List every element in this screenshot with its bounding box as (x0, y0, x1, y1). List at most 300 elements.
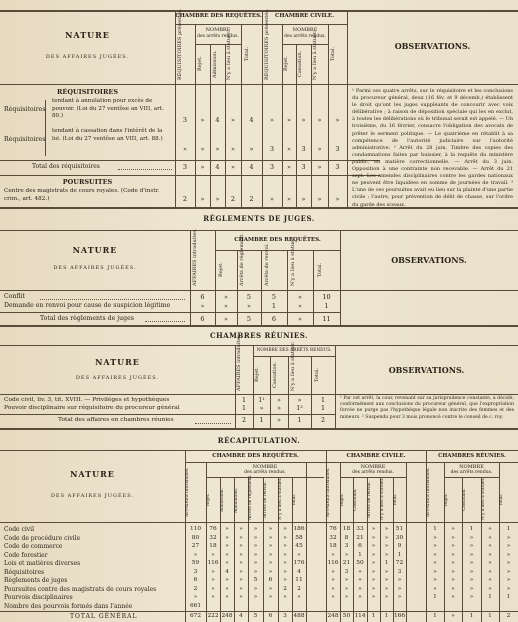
recap-cell: 248 (327, 613, 339, 619)
poursuites-title: POURSUITES (62, 178, 113, 186)
recap-cell: » (253, 534, 258, 541)
recap-cell: » (506, 534, 511, 541)
s1-cell: » (287, 116, 291, 124)
col-admission: Admission. (212, 50, 218, 78)
chamber-civile-heading: CHAMBRE CIVILE. (274, 13, 335, 19)
recap-cell: » (488, 526, 492, 532)
recap-cell: » (283, 568, 287, 575)
recap-cell: 166 (393, 613, 406, 619)
recap-cell: 3 (283, 613, 287, 619)
recap-col-header: Cassation. (462, 488, 467, 512)
s1-cell: » (231, 116, 235, 124)
requisitoires-title: RÉQUISITOIRES (56, 88, 119, 96)
recap-cell: 1 (488, 613, 492, 619)
recap-cell: 2 (506, 613, 511, 619)
s1-cell: » (200, 195, 205, 203)
chambres-reunies-heading-4: CHAMBRES RÉUNIES. (438, 453, 506, 459)
recap-cell: » (268, 560, 273, 566)
recap-cell: 50 (342, 613, 351, 619)
recap-cell: 18 (329, 543, 337, 549)
recap-cell: » (193, 551, 198, 558)
recap-cell: » (225, 551, 229, 558)
recap-cell: 1 (433, 594, 437, 600)
col-arrets-reglement: Arrêts de règlement. (239, 233, 245, 286)
recap-cell: » (253, 568, 258, 575)
recap-cell: » (506, 551, 511, 558)
recap-row-label: Code civil (4, 526, 35, 533)
col-arrets-renvoi: Arrêts de renvoi. (264, 243, 270, 286)
recap-cell: » (344, 577, 349, 583)
recap-cell: » (239, 560, 243, 566)
recap-row-label: Règlements de juges (4, 577, 68, 584)
recap-cell: 110 (189, 526, 202, 532)
s1-cell: » (335, 116, 340, 124)
nature-heading: NATURE (65, 30, 110, 40)
col-cassation-3: Cassation. (272, 361, 278, 389)
recap-cell: » (253, 594, 258, 600)
recap-cell: » (225, 526, 229, 532)
requisitoires-label: Réquisitoires (4, 106, 46, 113)
s3-cell: 1 (320, 405, 325, 412)
recap-cell: » (433, 585, 437, 592)
s3-cell: » (259, 405, 264, 412)
reglements-title: RÈGLEMENTS DE JUGES. (203, 214, 315, 223)
recap-cell: » (433, 543, 437, 549)
nombre-sublabel-4-reu: des arrêts rendus. (450, 470, 493, 475)
recap-cell: » (469, 543, 474, 549)
recap-cell: » (297, 551, 301, 558)
recap-cell: » (283, 526, 287, 532)
s1-cell: » (270, 116, 274, 124)
s2-cell: 5 (271, 293, 277, 301)
recap-cell: 116 (327, 560, 339, 566)
col-nya-3: N'y a lieu à statuer. (290, 341, 296, 391)
recap-cell: 45 (295, 543, 303, 549)
recap-col-header: AFFAIRES introduites. (185, 467, 190, 518)
recap-cell: 18 (209, 543, 217, 549)
recap-cell: 1 (433, 613, 437, 619)
col-total: Total. (244, 46, 250, 62)
recap-cell: 1 (371, 613, 376, 619)
recap-cell: » (488, 577, 492, 583)
recap-cell: 9 (397, 543, 402, 549)
s3-cell: 1² (296, 405, 303, 412)
nombre-label-4: NOMBRE (252, 464, 278, 470)
s1-cell: » (287, 195, 291, 203)
s1-cell: 4 (249, 163, 254, 171)
recap-cell: 176 (293, 560, 305, 566)
recap-cell: » (253, 560, 258, 566)
nombre-label-4-reu: NOMBRE (459, 464, 484, 470)
recap-cell: 2 (193, 585, 198, 592)
observations-text-3: ¹ Par cet arrêt, la cour, revenant sur sa jurisprudence constante, a décidé, conformément aux conclusions du procureur général, que l'expropriation forcée ne purge pas l'hypothèque légale non inscrite des femmes et des mineurs. ² Suspendu pour 3 mois prononcé contre le conseil de c. roy. (340, 396, 514, 420)
recap-cell: » (451, 594, 455, 600)
observations-text: ¹ Parmi ces quatre arrêts, sur le réquisitoire et les conclusions du procureur général, deux (16 fév. et 9 décemb.) établissent le droit qu'ont les juges suppléants de concourir avec voix délibérative ; à raison de déposition spéciale qui les en exclut, à toutes les délibérations où le tribunal serait est appelé. — Un troisième, du 16 février, consacre l'obligation des avocats de prêter le serment politique. — Le quatrième en rétablit à sa compétence de l'autorité judiciaire sur l'autorité administrative. ² Arrêt du 28 juin. Timbre des copies des condamnations faites par huissier, à la requête du ministère public, en matière correctionnelle. — Arrêt du 3 juin. Opposition à une contrainte non recevable. — Arrêt du 21 sept. Les amendes disciplinaires contre les gardes nationaux ne peuvent être liquidées en somme de journées de travail. ³ L'une de ces poursuites avait eu lieu sur la plainte d'une partie civile ; l'autre, pour prévention de délit de chasse, sur l'ordre du garde des sceaux. (352, 88, 513, 208)
s1-cell: 3 (301, 145, 306, 153)
s3-cell: 1 (259, 417, 264, 424)
recap-col-header: Rejet. (206, 493, 211, 507)
recap-cell: 72 (395, 560, 404, 566)
recap-cell: » (397, 585, 402, 592)
s2-cell: 1 (324, 302, 329, 310)
recap-cell: » (469, 568, 474, 575)
recap-row-label: Code de commerce (4, 543, 63, 550)
recap-cell: » (469, 551, 474, 558)
s1-cell: 2 (249, 195, 254, 203)
s1-cell: » (317, 163, 322, 171)
s2-cell: » (298, 302, 302, 310)
recap-cell: 76 (209, 526, 217, 532)
reunies-row-disciplinaire: Pouvoir disciplinaire sur réquisitoire du procureur général (4, 405, 180, 411)
recap-cell: » (506, 568, 511, 575)
recap-cell: » (225, 577, 229, 583)
recap-cell: » (331, 577, 335, 583)
recap-cell: 6 (358, 543, 362, 549)
recap-cell: » (211, 585, 215, 592)
recap-cell: 11 (295, 577, 303, 583)
chamber-requetes-heading: CHAMBRE DES REQUÊTES. (175, 13, 262, 19)
col-total-civ: Total. (330, 46, 336, 62)
nature-subheading: DES AFFAIRES JUGÉES. (45, 54, 130, 60)
recap-cell: » (253, 585, 258, 592)
s1-cell: 3 (269, 145, 275, 153)
recap-cell: » (451, 585, 455, 592)
recap-cell: 1 (384, 613, 389, 619)
s1-cell: 3 (269, 163, 275, 171)
observations-heading: OBSERVATIONS. (394, 41, 471, 51)
s3-cell: 2 (320, 417, 325, 424)
nombre-sublabel-4-civ: des arrêts rendus. (352, 470, 394, 475)
s1-cell: » (183, 145, 187, 153)
recap-cell: » (344, 585, 349, 592)
s1-cell: » (270, 195, 274, 203)
reglement-row-conflit: Conflit (4, 293, 26, 300)
recap-col-header: Total. (393, 493, 398, 507)
recap-cell: » (506, 560, 511, 566)
recap-cell: » (268, 526, 273, 532)
s1-cell: » (317, 195, 322, 203)
recap-cell: » (371, 560, 376, 566)
recap-cell: » (253, 526, 258, 532)
col-rejet-2: Rejet. (218, 262, 224, 278)
s2-cell: 5 (246, 293, 252, 301)
s1-cell: » (317, 116, 322, 124)
recap-cell: 488 (293, 613, 305, 619)
s1-cell: » (249, 145, 254, 153)
s1-cell: 3 (182, 116, 188, 124)
recap-cell: » (488, 568, 492, 575)
recap-cell: » (283, 551, 287, 558)
s1-cell: 4 (215, 116, 220, 124)
recap-cell: » (451, 613, 455, 619)
recap-cell: » (211, 594, 215, 600)
recap-cell: » (433, 551, 437, 558)
recap-cell: 1 (384, 560, 389, 566)
s1-cell: » (200, 163, 205, 171)
recap-cell: » (433, 568, 437, 575)
recap-cell: » (225, 585, 229, 592)
nature-subheading-4: DES AFFAIRES JUGÉES. (50, 493, 135, 499)
recap-cell: 222 (207, 613, 219, 619)
recap-cell: 1 (469, 526, 474, 532)
reglement-row-renvoi: Demande en renvoi pour cause de suspicion légitime (4, 302, 171, 309)
recap-col-header: Admission. (220, 488, 225, 512)
chamber-civile-heading-4: CHAMBRE CIVILE. (346, 453, 406, 459)
recap-cell: 4 (225, 568, 229, 575)
recap-cell: » (331, 585, 335, 592)
poursuites-text: Centre des magistrats de cours royales. (Code d'instr. crim., art. 482.) (4, 188, 160, 202)
recap-col-header: AFFAIRES introduites. (326, 467, 331, 518)
nombre-label-4-civ: NOMBRE (360, 464, 386, 470)
s1-cell: » (287, 163, 291, 171)
chamber-requetes-heading-4: CHAMBRE DES REQUÊTES. (212, 453, 299, 459)
chambres-reunies-title: CHAMBRES RÉUNIES. (210, 331, 308, 340)
recap-cell: » (344, 551, 349, 558)
recap-cell: 27 (191, 543, 200, 549)
nature-heading-2: NATURE (72, 245, 118, 255)
recap-col-header: N'y a lieu à statuer. (380, 477, 385, 520)
recap-cell: » (283, 560, 287, 566)
recap-cell: » (451, 534, 455, 541)
nombre-arrets-heading: NOMBRE DES ARRÊTS RENDUS. (256, 348, 332, 353)
recap-cell: » (225, 543, 229, 549)
recap-cell: » (239, 534, 243, 541)
col-rejet-3: Rejet. (254, 367, 260, 383)
s2-cell: 10 (322, 293, 331, 301)
recap-cell: 30 (395, 534, 404, 541)
s3-cell: 1 (241, 397, 246, 404)
recap-cell: » (268, 551, 273, 558)
recap-cell: » (358, 577, 362, 583)
recap-cell: » (469, 560, 474, 566)
s2-cell: 6 (200, 315, 205, 323)
col-rejet: Rejet. (197, 56, 203, 72)
recap-cell: » (506, 585, 511, 592)
recap-cell: » (211, 577, 215, 583)
recap-cell: 80 (191, 534, 200, 541)
s2-cell: 5 (246, 315, 252, 323)
col-affaires-introduites: AFFAIRES introduites. (192, 228, 198, 286)
recap-col-header: Rejet. (340, 493, 345, 507)
recap-cell: » (225, 594, 229, 600)
col-nya-2: N'y a lieu à statuer. (290, 236, 296, 286)
recap-cell: 1 (397, 551, 402, 558)
recap-cell: » (239, 585, 243, 592)
reunies-row-code-civil: Code civil, liv. 3, tit. XVIII. — Priviléges et hypothèques (4, 397, 170, 403)
col-intro: RÉQUISITOIRES présentés. (177, 8, 183, 80)
recap-cell: 672 (189, 613, 202, 619)
recap-cell: 59 (191, 560, 200, 566)
recap-cell: » (469, 534, 474, 541)
s2-cell: 11 (322, 315, 331, 323)
recap-col-header: N'y a lieu à statuer. (278, 477, 283, 520)
recap-row-label: Code de procédure civile (4, 534, 81, 542)
col-rejet-civ: Rejet. (283, 56, 289, 72)
recap-cell: » (268, 585, 273, 592)
nombre-sublabel-4: des arrêts rendus. (244, 470, 286, 475)
nature-heading-3: NATURE (95, 357, 140, 367)
recap-cell: 661 (189, 602, 202, 609)
recap-col-header: Total. (499, 493, 504, 507)
recap-col-header: Arrêts de renvoi. (367, 481, 372, 519)
nombre-sublabel-civ: des arrêts rendus. (284, 34, 326, 39)
recap-cell: » (331, 594, 335, 600)
recap-cell: » (488, 585, 492, 592)
recap-cell: 2 (283, 585, 287, 592)
s1-cell: » (287, 145, 291, 153)
recap-cell: » (253, 551, 258, 558)
recap-cell: » (433, 534, 437, 541)
recap-cell: 1 (469, 613, 474, 619)
recap-cell: » (225, 560, 229, 566)
recap-cell: 5 (253, 613, 258, 619)
s2-cell: » (298, 293, 302, 301)
col-total-3: Total. (314, 367, 320, 383)
col-cassation: Cassation. (297, 50, 303, 78)
s2-cell: » (224, 315, 228, 323)
recap-cell: 6 (193, 577, 198, 583)
s1-cell: » (231, 163, 235, 171)
recap-total-label: TOTAL GÉNÉRAL (70, 613, 138, 620)
reglement-row-total: Total des règlements de juges (40, 315, 134, 322)
recap-cell: 58 (295, 534, 303, 541)
recap-cell: » (384, 534, 389, 541)
recap-col-header: AFFAIRES introduites. (426, 467, 431, 518)
recap-cell: 116 (207, 560, 219, 566)
recap-row-label: Code forestier (4, 551, 48, 559)
recap-cell: » (371, 568, 376, 575)
s3-cell: » (277, 397, 281, 404)
observations-heading-2: OBSERVATIONS. (391, 255, 467, 265)
recap-cell: 3 (344, 568, 349, 575)
nature-subheading-3: DES AFFAIRES JUGÉES. (75, 375, 160, 381)
recap-cell: 6 (268, 577, 273, 583)
s3-cell: 2 (241, 417, 246, 424)
s1-cell: » (301, 195, 306, 203)
recap-cell: » (488, 560, 492, 566)
recap-cell: 3 (344, 543, 349, 549)
recap-cell: 33 (356, 526, 364, 532)
nombre-label-civ: NOMBRE (292, 27, 318, 33)
recap-cell: 50 (356, 560, 364, 566)
s2-cell: 6 (200, 293, 205, 301)
recap-cell: » (384, 526, 389, 532)
recap-row-label: Nombre des pourvois formés dans l'année (4, 602, 133, 610)
s1-cell: » (215, 145, 220, 153)
recap-cell: » (371, 551, 376, 558)
recap-col-header: Cassation. (353, 488, 358, 512)
recap-col-header: Annulation. (234, 487, 239, 513)
chamber-requetes-heading-2: CHAMBRE DES REQUÊTES. (234, 237, 321, 243)
recap-cell: 2 (297, 585, 301, 592)
recap-cell: » (239, 526, 243, 532)
s1-cell: » (231, 145, 235, 153)
recap-cell: 248 (221, 613, 233, 619)
recap-cell: » (384, 543, 389, 549)
recap-cell: » (384, 594, 389, 600)
recap-row-label: Pourvois disciplinaires (4, 594, 73, 601)
s2-cell: » (200, 302, 205, 310)
recap-cell: » (358, 585, 362, 592)
recap-cell: » (331, 568, 335, 575)
s1-cell: » (200, 116, 205, 124)
recap-cell: » (384, 577, 389, 583)
s2-cell: 1 (271, 302, 277, 310)
recap-cell: » (253, 543, 258, 549)
s1-cell: 2 (230, 195, 236, 203)
recap-cell: » (239, 568, 243, 575)
s1-cell: » (317, 145, 322, 153)
recap-cell: » (488, 534, 492, 541)
recap-cell: » (239, 543, 243, 549)
s2-cell: 6 (271, 315, 277, 323)
s3-cell: » (297, 397, 302, 404)
requisitoires-label-2: Réquisitoires (4, 136, 46, 143)
recap-cell: » (211, 551, 215, 558)
recap-cell: » (397, 577, 402, 583)
col-nya-civ: N'y a lieu à statuer. (312, 30, 318, 80)
s3-cell: 1 (320, 397, 325, 404)
recap-cell: » (193, 594, 198, 600)
recap-cell: » (506, 577, 511, 583)
s1-cell: » (200, 145, 205, 153)
recap-cell: » (506, 543, 511, 549)
recap-cell: » (239, 577, 243, 583)
recap-cell: 21 (342, 560, 351, 566)
col-nya: N'y a lieu à statuer. (226, 30, 232, 80)
recap-cell: » (469, 585, 474, 592)
recap-cell: » (331, 551, 335, 558)
recap-cell: 8 (344, 534, 349, 541)
recap-cell: » (225, 534, 229, 541)
recap-cell: 1 (506, 526, 511, 532)
recap-cell: » (433, 577, 437, 583)
observations-heading-3: OBSERVATIONS. (388, 365, 465, 375)
nombre-sublabel: des arrêts rendus. (197, 34, 239, 39)
recap-cell: » (451, 568, 455, 575)
recap-cell: 5 (253, 577, 258, 583)
requisitoire-cassation: tendant à cassation dans l'intérêt de la loi. (Loi du 27 ventôse an VIII, art. 88.) (52, 128, 163, 142)
recap-cell: 21 (356, 534, 364, 541)
recap-cell: 4 (239, 613, 243, 619)
s1-cell: 4 (215, 163, 220, 171)
recap-cell: 3 (397, 568, 402, 575)
recap-cell: » (451, 543, 455, 549)
recap-row-label: Lois et matières diverses (4, 560, 81, 567)
recap-cell: 18 (342, 526, 351, 532)
s2-cell: » (224, 293, 228, 301)
recap-cell: » (384, 585, 389, 592)
recap-cell: » (371, 585, 376, 592)
recap-cell: » (384, 551, 389, 558)
s1-cell: 3 (335, 145, 340, 153)
s3-cell: 1 (241, 405, 246, 412)
recap-cell: 3 (193, 568, 198, 575)
recap-cell: 1 (358, 551, 362, 558)
recap-cell: 76 (329, 526, 337, 532)
recap-cell: » (451, 560, 455, 566)
recap-cell: » (239, 551, 243, 558)
recap-cell: 1 (433, 526, 437, 532)
recap-cell: » (451, 551, 455, 558)
recap-cell: » (371, 577, 376, 583)
recap-cell: » (371, 534, 376, 541)
col-total-2: Total. (317, 262, 323, 278)
recap-cell: » (451, 526, 455, 532)
s2-cell: » (298, 315, 302, 323)
recap-cell: 114 (354, 613, 366, 619)
recap-cell: » (239, 594, 243, 600)
